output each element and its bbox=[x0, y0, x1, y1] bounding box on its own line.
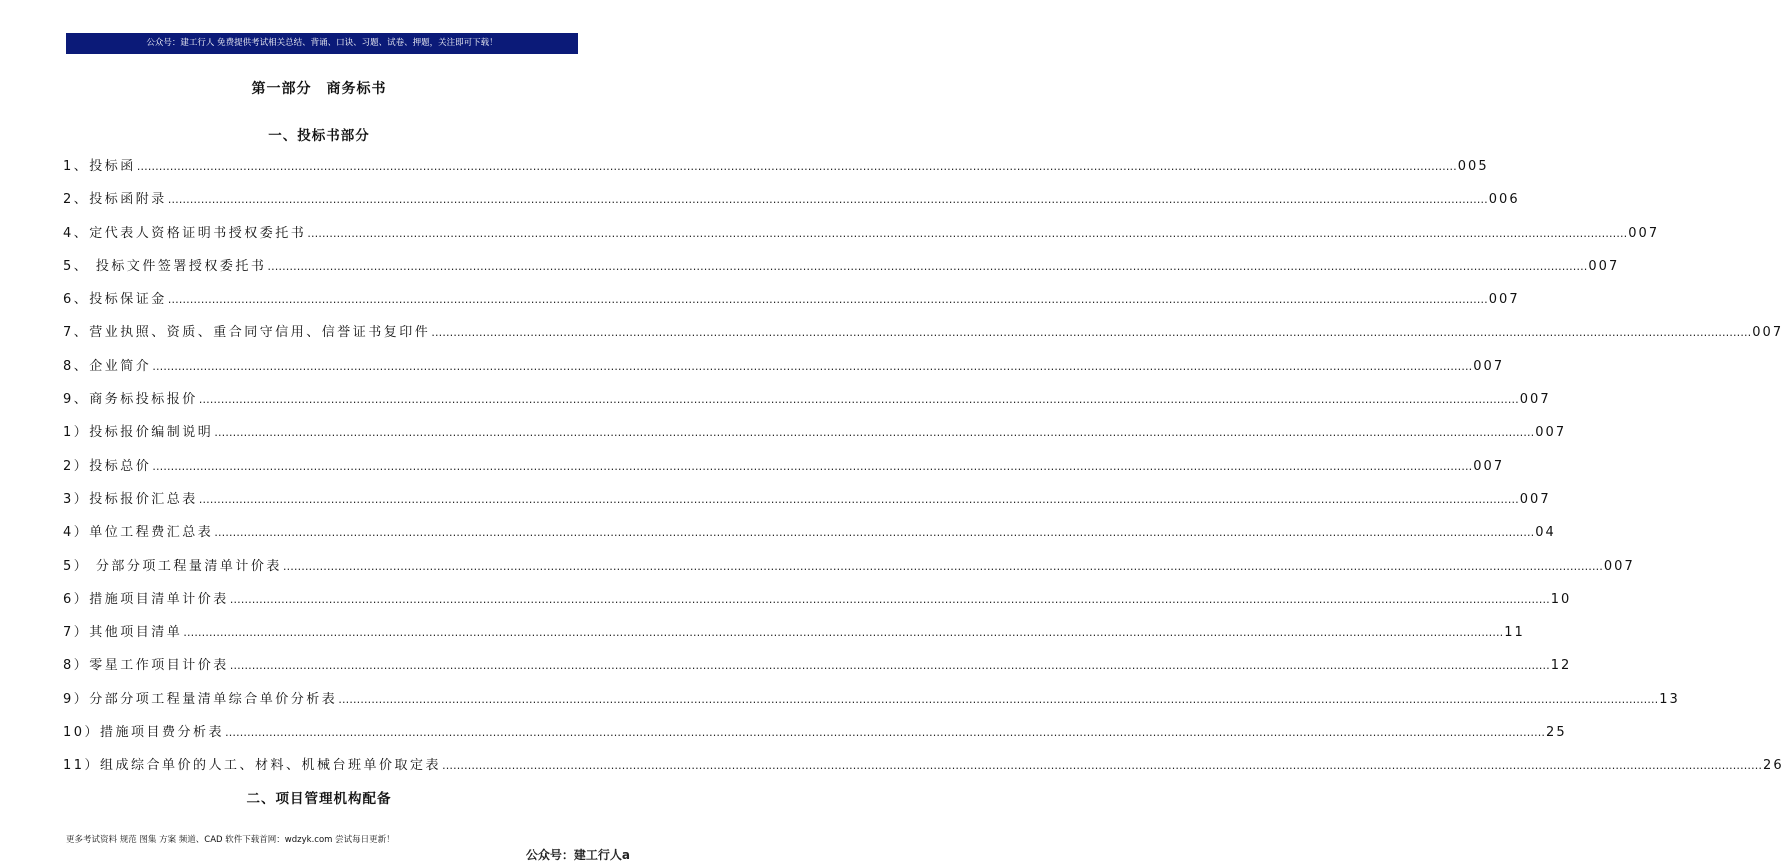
toc-leader-dots: ……………………………………………………………………………………………………………………………………………………………………………………………………………………………………………………………………………………………………………………………… bbox=[282, 559, 1603, 573]
footer-watermark: 公众号：建工行人a bbox=[525, 848, 630, 862]
toc-entry-page: 005 bbox=[1457, 159, 1489, 174]
part-title: 第一部分 商务标书 bbox=[251, 81, 387, 97]
toc-entry-page: 007 bbox=[1519, 392, 1551, 408]
toc-entry bbox=[63, 250, 1620, 283]
toc-entry-label: 8）零星工作项目计价表 bbox=[63, 658, 229, 674]
toc-entry bbox=[63, 350, 1505, 383]
toc-entry-page: 25 bbox=[1546, 725, 1567, 741]
toc-leader-dots: ……………………………………………………………………………………………………………………………………………………………………………………………………………………………………………………………………………………………………………………………… bbox=[198, 492, 1519, 506]
toc-entry-label: 7、营业执照、资质、重合同守信用、信誉证书复印件 bbox=[63, 325, 431, 341]
section-title-bid-documents: 一、投标书部分 bbox=[268, 128, 370, 144]
toc-entry bbox=[63, 450, 1505, 483]
toc-entry-page: 007 bbox=[1603, 558, 1635, 574]
toc-entry-page: 12 bbox=[1550, 658, 1572, 674]
toc-entry bbox=[63, 150, 1489, 183]
toc-entry-label: 1、投标函 bbox=[63, 159, 136, 174]
toc-entry bbox=[63, 749, 1784, 782]
toc-leader-dots: ……………………………………………………………………………………………………………………………………………………………………………………………………………………………………………………………………………………………………………………………… bbox=[152, 459, 1473, 473]
toc-entry-label: 1）投标报价编制说明 bbox=[63, 425, 214, 441]
toc-leader-dots: ……………………………………………………………………………………………………………………………………………………………………………………………………………………………………………………………………………………………………………………………… bbox=[225, 726, 1546, 740]
toc-entry-label: 7）其他项目清单 bbox=[63, 625, 183, 641]
toc-entry-label: 9、商务标投标报价 bbox=[63, 392, 198, 408]
toc-entry-label: 4）单位工程费汇总表 bbox=[63, 525, 214, 541]
section-title-project-management: 二、项目管理机构配备 bbox=[246, 791, 392, 807]
toc-leader-dots: ……………………………………………………………………………………………………………………………………………………………………………………………………………………………………………………………………………………………………………………………… bbox=[442, 759, 1763, 773]
top-banner: 公众号：建工行人 免费提供考试相关总结、背诵、口诀、习题、试卷、押题，关注即可下载！ bbox=[66, 33, 578, 54]
toc-entry-page: 26 bbox=[1763, 758, 1784, 774]
toc-entry-page: 13 bbox=[1659, 691, 1680, 707]
toc-leader-dots: ……………………………………………………………………………………………………………………………………………………………………………………………………………………………………………………………………………………………………………………………… bbox=[229, 592, 1550, 606]
toc-entry bbox=[63, 649, 1572, 682]
toc-entry-page: 04 bbox=[1535, 525, 1556, 541]
footer-note: 更多考试资料 规范 图集 方案 频道、CAD 软件下载首网：wdzyk.com 尝试每日更新！ bbox=[66, 835, 395, 845]
toc-entry-page: 007 bbox=[1588, 258, 1620, 274]
toc-entry bbox=[63, 516, 1556, 549]
toc-leader-dots: ……………………………………………………………………………………………………………………………………………………………………………………………………………………………………………………………………………………………………………………………… bbox=[167, 293, 1488, 307]
toc-leader-dots: ……………………………………………………………………………………………………………………………………………………………………………………………………………………………………………………………………………………………………………………………… bbox=[267, 259, 1588, 273]
toc-leader-dots: ……………………………………………………………………………………………………………………………………………………………………………………………………………………………………………………………………………………………………………………………… bbox=[338, 692, 1659, 706]
toc-entry bbox=[63, 316, 1784, 349]
toc-entry bbox=[63, 716, 1567, 749]
toc-entry-page: 007 bbox=[1488, 292, 1520, 308]
toc-entry bbox=[63, 483, 1551, 516]
toc-entry-page: 007 bbox=[1535, 425, 1567, 441]
toc-entry bbox=[63, 616, 1525, 649]
toc-leader-dots: ……………………………………………………………………………………………………………………………………………………………………………………………………………………………………………………………………………………………………………………………… bbox=[183, 626, 1504, 640]
toc-entry-label: 8、企业简介 bbox=[63, 358, 152, 374]
toc-entry bbox=[63, 683, 1680, 716]
toc-leader-dots: ……………………………………………………………………………………………………………………………………………………………………………………………………………………………………………………………………………………………………………………………… bbox=[214, 426, 1535, 440]
toc-entry bbox=[63, 217, 1660, 250]
toc-entry-label: 2、投标函附录 bbox=[63, 192, 167, 208]
toc-entry-label: 4、定代表人资格证明书授权委托书 bbox=[63, 225, 307, 241]
toc-entry bbox=[63, 383, 1551, 416]
toc-entry-label: 10）措施项目费分析表 bbox=[63, 725, 225, 741]
toc-entry-label: 5、 投标文件签署授权委托书 bbox=[63, 258, 267, 274]
toc-entry-page: 007 bbox=[1628, 225, 1660, 241]
toc-entry-label: 6）措施项目清单计价表 bbox=[63, 591, 229, 607]
toc-leader-dots: ……………………………………………………………………………………………………………………………………………………………………………………………………………………………………………………………………………………………………………………………… bbox=[198, 393, 1519, 407]
toc-entry-label: 9）分部分项工程量清单综合单价分析表 bbox=[63, 691, 338, 707]
toc-entry-page: 007 bbox=[1752, 325, 1784, 341]
toc-entry-page: 11 bbox=[1504, 625, 1525, 641]
toc-entry bbox=[63, 183, 1520, 216]
toc-entry-page: 006 bbox=[1488, 192, 1520, 208]
toc-entry-label: 3）投标报价汇总表 bbox=[63, 491, 198, 507]
toc-entry bbox=[63, 550, 1635, 583]
toc-leader-dots: ……………………………………………………………………………………………………………………………………………………………………………………………………………………………………………………………………………………………………………………………… bbox=[214, 526, 1535, 540]
toc-entry-page: 007 bbox=[1473, 458, 1505, 474]
toc-entry-page: 007 bbox=[1473, 358, 1505, 374]
toc-leader-dots: ……………………………………………………………………………………………………………………………………………………………………………………………………………………………………………………………………………………………………………………………… bbox=[307, 226, 1628, 240]
toc-entry-label: 5） 分部分项工程量清单计价表 bbox=[63, 558, 282, 574]
toc-entry-label: 11）组成综合单价的人工、材料、机械台班单价取定表 bbox=[63, 758, 442, 774]
toc-entry bbox=[63, 416, 1567, 449]
toc-entry-label: 6、投标保证金 bbox=[63, 292, 167, 308]
toc-leader-dots: ……………………………………………………………………………………………………………………………………………………………………………………………………………………………………………………………………………………………………………………………… bbox=[136, 160, 1457, 173]
toc-leader-dots: ……………………………………………………………………………………………………………………………………………………………………………………………………………………………………………………………………………………………………………………………… bbox=[152, 359, 1473, 373]
toc-entry bbox=[63, 583, 1572, 616]
toc-leader-dots: ……………………………………………………………………………………………………………………………………………………………………………………………………………………………………………………………………………………………………………………………… bbox=[431, 326, 1752, 340]
toc-leader-dots: ……………………………………………………………………………………………………………………………………………………………………………………………………………………………………………………………………………………………………………………………… bbox=[167, 193, 1488, 207]
table-of-contents bbox=[63, 150, 1784, 783]
toc-entry bbox=[63, 283, 1520, 316]
toc-entry-label: 2）投标总价 bbox=[63, 458, 152, 474]
toc-leader-dots: ……………………………………………………………………………………………………………………………………………………………………………………………………………………………………………………………………………………………………………………………… bbox=[229, 659, 1550, 673]
toc-entry-page: 10 bbox=[1550, 591, 1572, 607]
toc-entry-page: 007 bbox=[1519, 491, 1551, 507]
